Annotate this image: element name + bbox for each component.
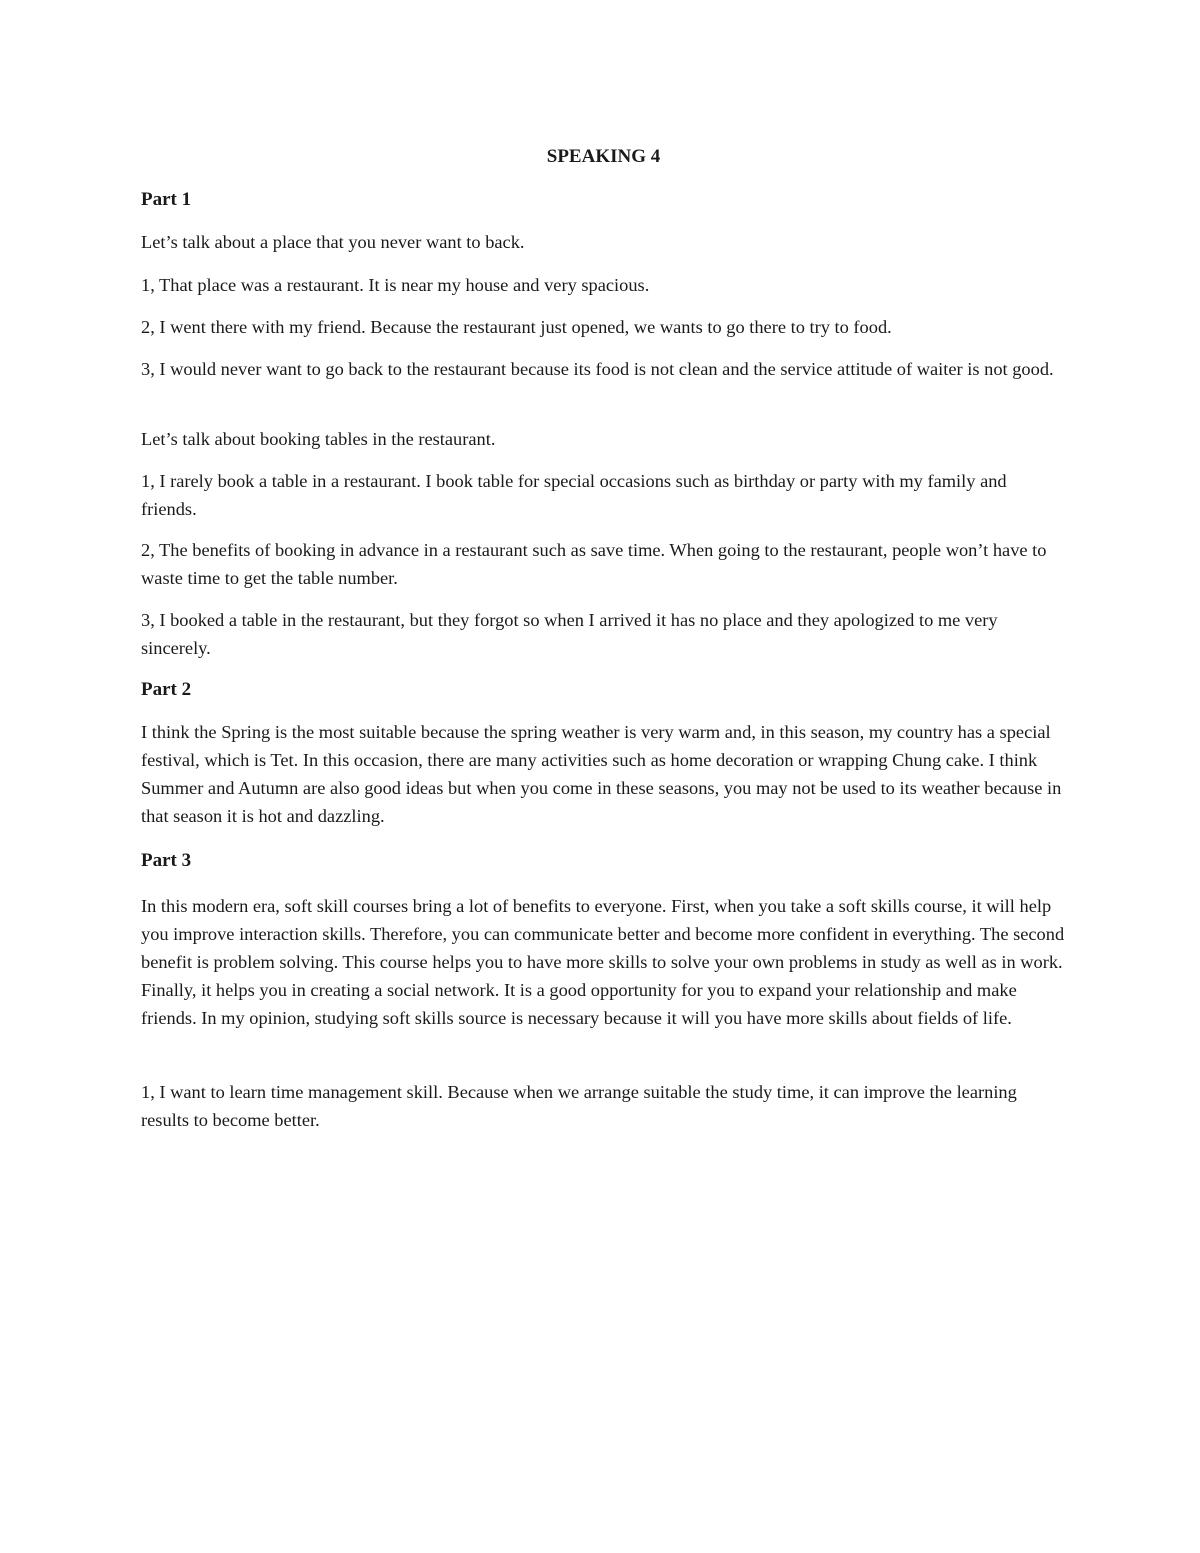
part-1-heading: Part 1: [141, 189, 192, 210]
part-1-paragraph: Let’s talk about booking tables in the restaurant.: [141, 429, 496, 449]
part-3-heading: Part 3: [141, 850, 192, 871]
part-1-paragraph: Let’s talk about a place that you never want to back.: [141, 232, 525, 252]
part-2-heading: Part 2: [141, 679, 192, 700]
part-1-paragraph: 1, I rarely book a table in a restaurant. I book table for special occasions such as birthday or party with my family and friends.: [141, 471, 1007, 519]
part-1-paragraph: 2, The benefits of booking in advance in a restaurant such as save time. When going to the restaurant, people won’t have to waste time to get the table number.: [141, 540, 1047, 588]
part-1-paragraph: 3, I booked a table in the restaurant, but they forgot so when I arrived it has no place and they apologized to me very sincerely.: [141, 610, 998, 658]
part-2-paragraph: I think the Spring is the most suitable because the spring weather is very warm and, in this season, my country has a special festival, which is Tet. In this occasion, there are many activities such as home decoration or wrapping Chung cake. I think Summer and Autumn are also good ideas but when you come in these seasons, you may not be used to its weather because in that season it is hot and dazzling.: [141, 722, 1062, 826]
part-3-paragraph: 1, I want to learn time management skill. Because when we arrange suitable the study time, it can improve the learning results to become better.: [141, 1082, 1017, 1130]
part-1-paragraph: 3, I would never want to go back to the restaurant because its food is not clean and the service attitude of waiter is not good.: [141, 359, 1054, 379]
part-1-paragraph: 1, That place was a restaurant. It is near my house and very spacious.: [141, 275, 650, 295]
part-3-paragraph: In this modern era, soft skill courses bring a lot of benefits to everyone. First, when you take a soft skills course, it will help you improve interaction skills. Therefore, you can communicate better and become more confident in everything. The second benefit is problem solving. This course helps you to have more skills to solve your own problems in study as well as in work. Finally, it helps you in creating a social network. It is a good opportunity for you to expand your relationship and make friends. In my opinion, studying soft skills source is necessary because it will you have more skills about fields of life.: [141, 896, 1065, 1028]
part-1-paragraph: 2, I went there with my friend. Because the restaurant just opened, we wants to go there to try to food.: [141, 317, 892, 337]
document-title: SPEAKING 4: [546, 146, 661, 167]
